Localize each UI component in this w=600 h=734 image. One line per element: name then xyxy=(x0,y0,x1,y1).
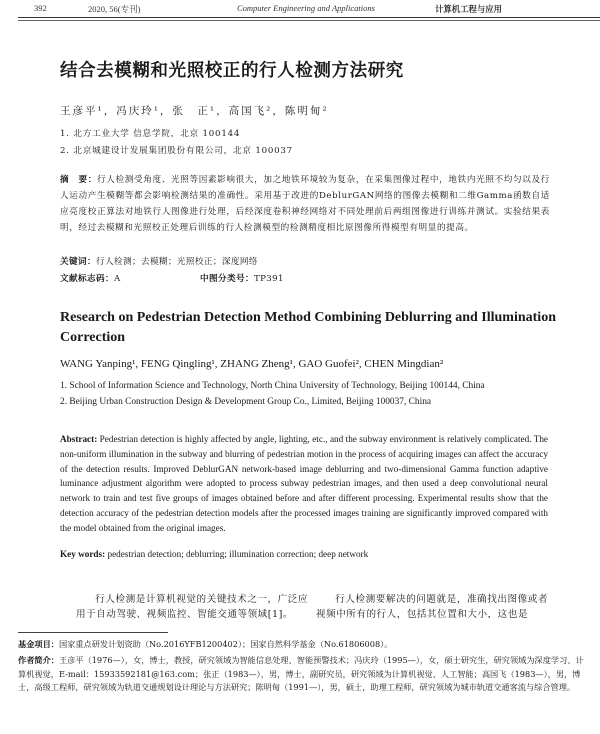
affiliation-zh-1: 1. 北方工业大学 信息学院，北京 100144 xyxy=(60,129,241,139)
affiliation-en-1: 1. School of Information Science and Technology, North China University of Technology, Beijing 100144, China xyxy=(60,381,485,391)
issue-info: 2020, 56(专刊) xyxy=(88,4,141,14)
footnote-bio xyxy=(18,654,588,695)
doc-code-label: 文献标志码： xyxy=(60,274,114,284)
doc-code xyxy=(60,272,121,284)
abstract-en xyxy=(60,432,548,536)
authors-en: WANG Yanping¹, FENG Qingling¹, ZHANG Zheng¹, GAO Guofei², CHEN Mingdian² xyxy=(60,358,444,370)
body-column-left: 行人检测是计算机视觉的关键技术之一，广泛应用于自动驾驶、视频监控、智能交通等领域[1]。 xyxy=(76,594,308,620)
abstract-zh-text: 行人检测受角度、光照等因素影响很大，加之地铁环境较为复杂，在采集图像过程中，地铁内光照不均匀以及行人运动产生模糊等都会影响检测结果的准确性。采用基于改进的DeblurGAN网络的图像去模糊和二维Gamma函数自适应亮度校正算法对地铁行人图像进行处理，后经深度卷积神经网络对不同处理前后两组图像进行训练并测试。实验结果表明，经过去模糊和光照校正处理后训练的行人检测模型的检测精度相比原图像所得模型有明显的提高。 xyxy=(60,175,550,233)
keywords-zh xyxy=(60,255,258,267)
page-number: 392 xyxy=(34,3,47,13)
abstract-en-text: Pedestrian detection is highly affected by angle, lighting, etc., and the subway environment is relatively complicated. The non-uniform illumination in the subway and blurring of pedestrian motion in the process of acquiring images can affect the accuracy of the detection results. Improved DeblurGAN network-based image deblurring and two-dimensional Gamma function adaptive luminance adjustment algorithm were adopted to process subway pedestrian images, and then used a deep convolutional neural network to train and test five groups of images obtained before and after different processing. Experimental results show that the detection accuracy of the pedestrian detection models after the processed images training are significantly improved compared with the model obtained from the original images. xyxy=(60,434,548,533)
footnote-fund xyxy=(18,638,588,652)
class-number-value: TP391 xyxy=(253,274,284,284)
affiliation-en-2: 2. Beijing Urban Construction Design & Development Group Co., Limited, Beijing 100037, China xyxy=(60,397,432,407)
abstract-zh xyxy=(60,172,550,236)
authors-zh: 王彦平¹，冯庆玲¹，张 正¹，高国飞²，陈明甸² xyxy=(60,105,329,117)
class-number xyxy=(200,272,284,284)
body-column-right: 行人检测要解决的问题就是，准确找出图像或者视频中所有的行人，包括其位置和大小，这也是 xyxy=(316,594,548,620)
fund-label: 基金项目： xyxy=(18,639,59,649)
header-rule xyxy=(18,17,600,18)
fund-text: 国家重点研发计划资助（No.2016YFB1200402）；国家自然科学基金（No.61806008）。 xyxy=(58,639,393,649)
keywords-en-label: Key words: xyxy=(60,549,106,559)
paper-title-en: Research on Pedestrian Detection Method Combining Deblurring and Illumination Correction xyxy=(60,310,556,345)
paper-title-zh: 结合去模糊和光照校正的行人检测方法研究 xyxy=(60,61,404,81)
keywords-en-text: pedestrian detection; deblurring; illumination correction; deep network xyxy=(107,549,369,559)
journal-name-en: Computer Engineering and Applications xyxy=(237,3,375,13)
journal-name-zh: 计算机工程与应用 xyxy=(435,4,502,14)
abstract-en-label: Abstract: xyxy=(60,434,98,444)
doc-code-value: A xyxy=(113,274,121,284)
header-rule-thin xyxy=(18,20,600,21)
abstract-zh-label: 摘 要： xyxy=(60,175,97,185)
keywords-zh-text: 行人检测；去模糊；光照校正；深度网络 xyxy=(95,257,258,267)
keywords-zh-label: 关键词： xyxy=(60,257,96,267)
keywords-en xyxy=(60,549,368,559)
bio-label: 作者简介： xyxy=(18,655,59,665)
affiliation-zh-2: 2. 北京城建设计发展集团股份有限公司，北京 100037 xyxy=(60,146,293,156)
footnote-rule xyxy=(18,632,168,633)
bio-text: 王彦平（1976—），女，博士，教授，研究领域为智能信息处理、智能预警技术；冯庆玲（1995—），女，硕士研究生，研究领域为深度学习、计算机视觉，E-mail：15933592181@163.com；张正（1983—），男，博士，副研究员，研究领域为计算机视觉、人工智能；高国飞（1983—），男，博士，高级工程师，研究领域为轨道交通规划设计理论与方法研究；陈明甸（1991—），男，硕士，助理工程师，研究领域为城市轨道交通客流与综合管理。 xyxy=(18,655,584,692)
class-number-label: 中图分类号： xyxy=(200,274,254,284)
